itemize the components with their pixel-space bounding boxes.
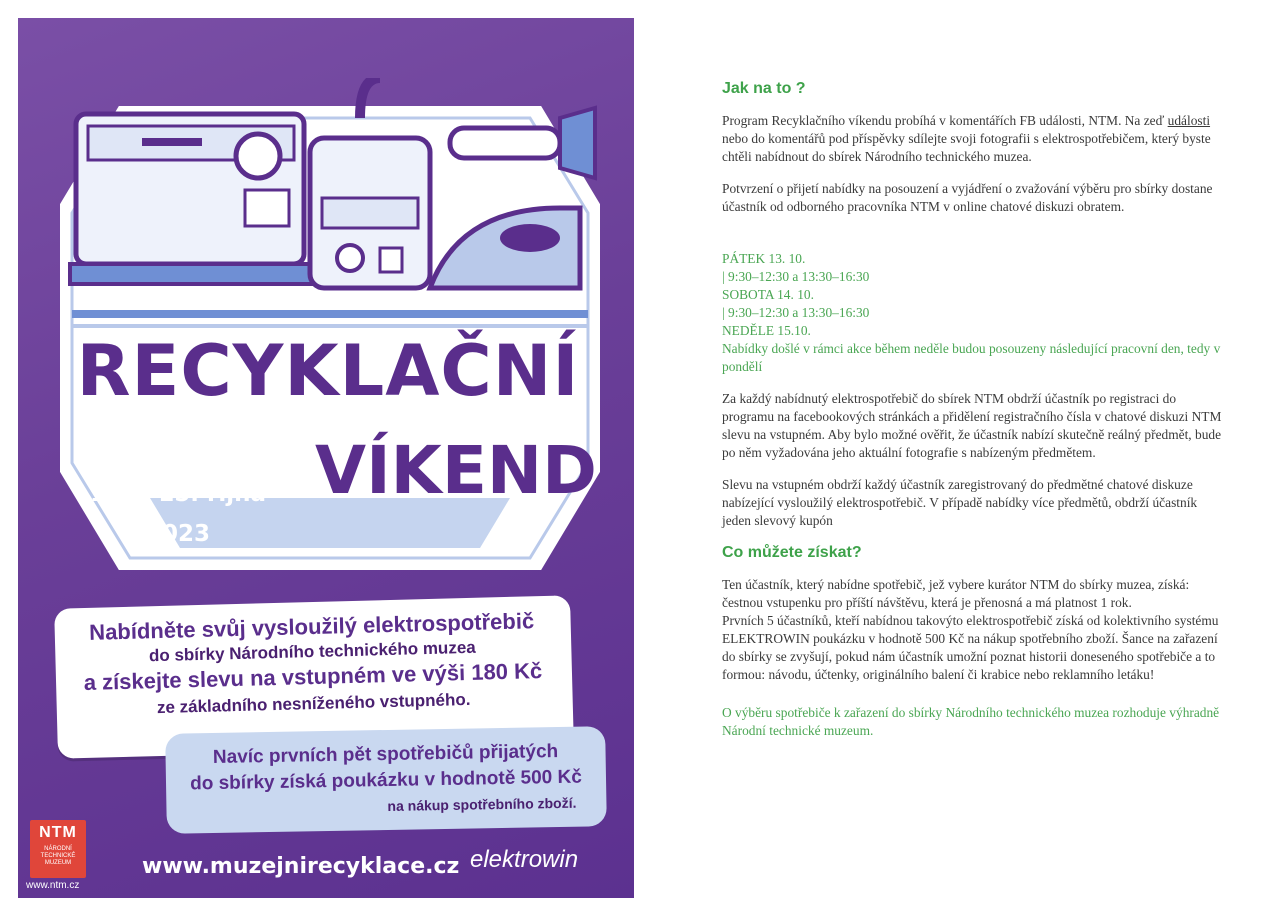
ntm-url: www.ntm.cz [26, 880, 80, 891]
schedule-day: SOBOTA 14. 10. [722, 287, 814, 302]
poster-title-line1: RECYKLAČNÍ [76, 330, 580, 412]
schedule-note: Nabídky došlé v rámci akce během neděle budou posouzeny následující pracovní den, tedy v pondělí [722, 341, 1221, 374]
paragraph-program-before: Program Recyklačního víkendu probíhá v komentářích FB události, NTM. Na zeď [722, 113, 1165, 128]
schedule-day: PÁTEK 13. 10. [722, 251, 806, 266]
paragraph-voucher: Prvních 5 účastníků, kteří nabídnou takovýto elektrospotřebič získá od kolektivního systému ELEKTROWIN poukázku v hodnotě 500 Kč na nákup spotřebního zboží. Šance na zařazení do sbírky se zvyšují, pokud nám účastník umožní poznat historii doneseného spotřebiče a to formou: návodu, účtenky, originálního balení či krabice nebo reklamního letáku! [722, 613, 1219, 682]
heading-how-to: Jak na to ? [722, 80, 806, 97]
offer-line1: Nabídněte svůj vysloužilý elektrospotřebič [88, 608, 535, 645]
schedule-day: NEDĚLE 15.10. [722, 323, 811, 338]
schedule [722, 250, 1222, 376]
paragraph-honor-ticket: čestnou vstupenku pro příští návštěvu, která je přenosná a má platnost 1 rok. [722, 595, 1132, 610]
bonus-line3: na nákup spotřebního zboží. [387, 794, 577, 814]
sewing-machine-icon [70, 114, 320, 284]
paragraph-confirmation: Potvrzení o přijetí nabídky na posouzení a vyjádření o zvažování výběru pro sbírky dostane účastník od odborného pracovníka NTM v online chatové diskuzi obratem. [722, 181, 1213, 214]
offer-line3: a získejte slevu na vstupném ve výši 180 Kč [83, 658, 543, 696]
ntm-logo-mark: NTM [39, 824, 77, 841]
event-link[interactable]: události [1167, 113, 1211, 128]
website-url: www.muzejnirecyklace.cz [142, 854, 460, 879]
bonus-line1: Navíc prvních pět spotřebičů přijatých [212, 740, 559, 769]
ntm-logo-name: NÁRODNÍ TECHNICKÉ MUZEUM [40, 846, 76, 866]
paragraph-rewards-intro: Ten účastník, který nabídne spotřebič, jež vybere kurátor NTM do sbírky muzea, získá: [722, 577, 1190, 592]
offer-line4: ze základního nesníženého vstupného. [156, 689, 471, 718]
event-date: 13. – 15. října 2023 [89, 481, 266, 547]
schedule-hours: | 9:30–12:30 a 13:30–16:30 [722, 305, 870, 320]
bonus-line2: do sbírky získá poukázku v hodnotě 500 Kč [189, 766, 583, 795]
paragraph-discount: Za každý nabídnutý elektrospotřebič do sbírek NTM obdrží účastník po registraci do programu na facebookových stránkách a přidělení registračního čísla v chatové diskuzi NTM slevu na vstupném. Aby bylo možné ověřit, že účastník nabízí skutečně reálný předmět, bude po něm vyžadována jeho aktuální fotografie s nabízeným předmětem. [722, 391, 1222, 460]
paragraph-selection: O výběru spotřebiče k zařazení do sbírky Národního technického muzea rozhoduje výhradně Národní technické muzeum. [722, 705, 1220, 738]
bonus-panel [165, 726, 607, 834]
heading-rewards: Co můžete získat? [722, 544, 862, 561]
paragraph-discount-rules: Slevu na vstupném obdrží každý účastník zaregistrovaný do předmětné chatové diskuze nabízející vysloužilý elektrospotřebič. V případě nabídky více předmětů, obdrží účastník jeden slevový kupón [722, 477, 1198, 528]
ntm-logo [30, 820, 86, 878]
paragraph-program [722, 112, 1222, 166]
elektrowin-logo: elektrowin [470, 846, 579, 873]
event-poster [18, 18, 634, 898]
poster-title-line2: VÍKEND [315, 432, 597, 509]
schedule-hours: | 9:30–12:30 a 13:30–16:30 [722, 269, 870, 284]
paragraph-program-after: nebo do komentářů pod příspěvky sdílejte svoji fotografii s elektrospotřebičem, který byste chtěli nabídnout do sbírek Národního technického muzea. [722, 131, 1211, 164]
offer-line2: do sbírky Národního technického muzea [148, 637, 476, 666]
instructions-text [722, 80, 1222, 740]
